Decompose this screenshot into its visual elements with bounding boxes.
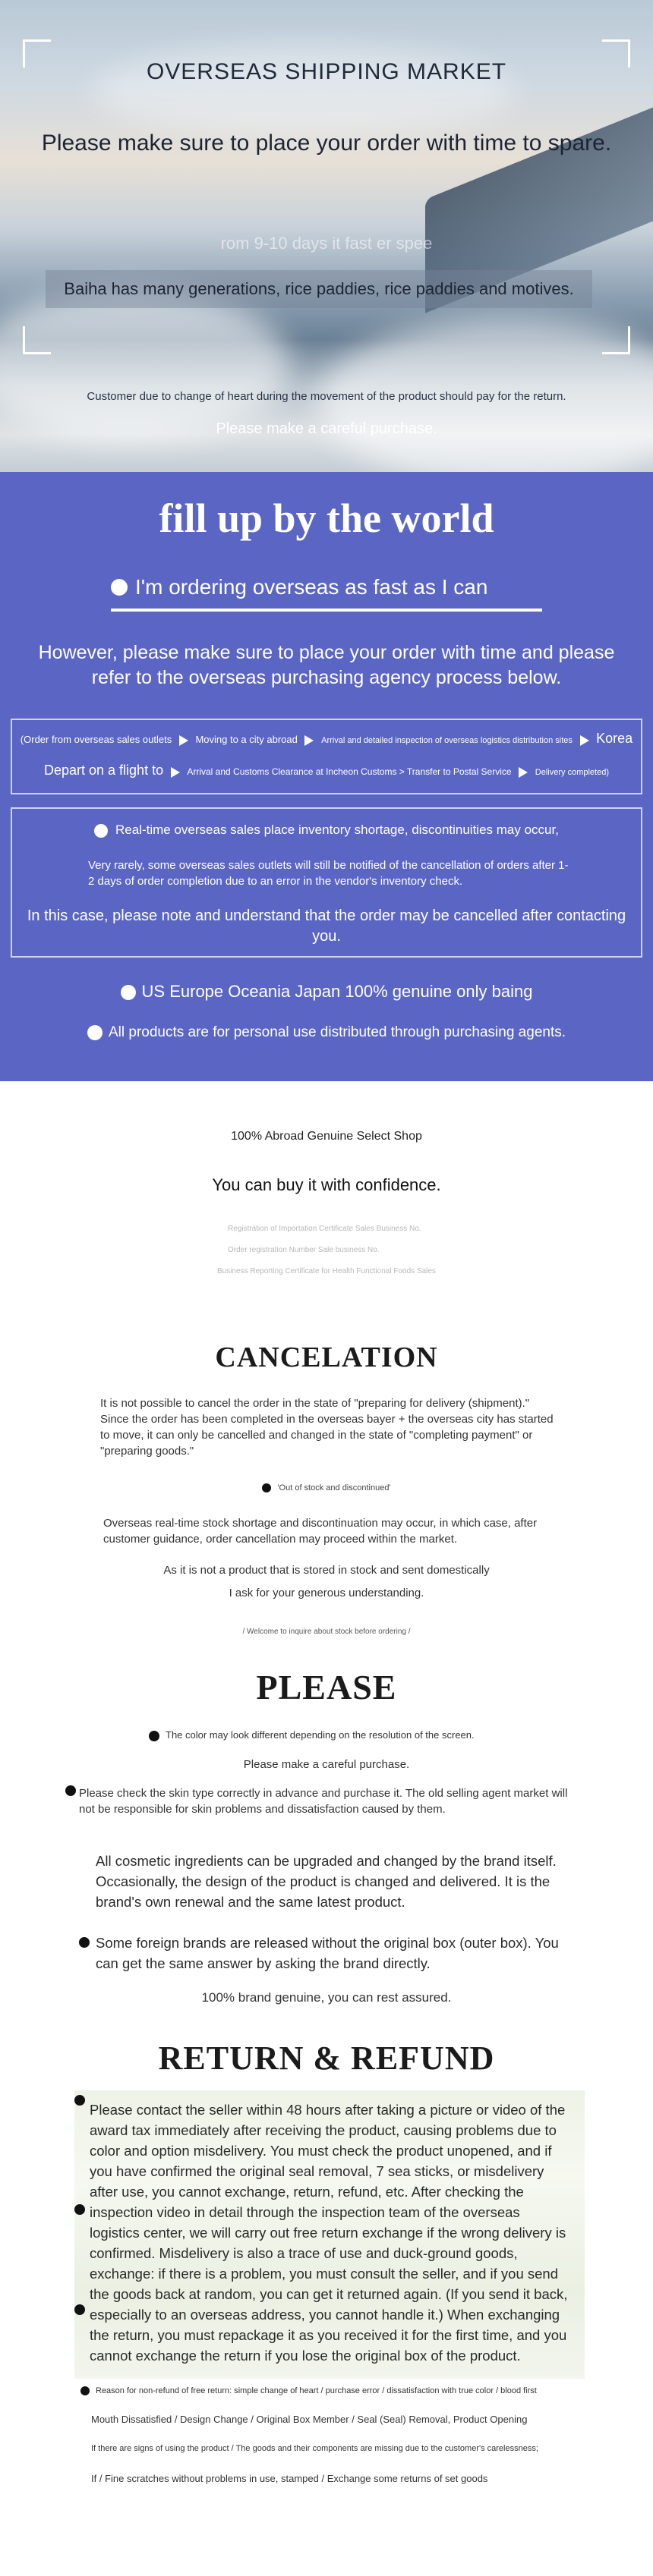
flow-step: Delivery completed) (535, 768, 609, 777)
cancelation-heading: CANCELATION (215, 1341, 438, 1373)
refund-note: If there are signs of using the product / The goods and their components are missing due to the customer's carelessness; (91, 2444, 538, 2453)
faint-info: Registration of Importation Certificate Sales Business No. (228, 1225, 421, 1233)
hero-band (46, 270, 592, 308)
hero-subtitle: Please make sure to place your order with time to spare. (41, 131, 612, 156)
personal-use-bullet (0, 1024, 653, 1041)
careful-text: Please make a careful purchase. (243, 1758, 410, 1771)
frame-corner (23, 326, 51, 354)
hero-band-text: Baiha has many generations, rice paddies, rice paddies and motives. (64, 279, 574, 298)
bullet-dot-icon (74, 2204, 85, 2215)
cancel-line: I ask for your generous understanding. (229, 1587, 424, 1599)
policy-section (0, 1081, 653, 2576)
arrow-right-icon (304, 735, 314, 746)
confidence-text: You can buy it with confidence. (212, 1175, 441, 1194)
cancel-small-note: / Welcome to inquire about stock before ordering / (242, 1628, 411, 1636)
cloud-shape (0, 288, 289, 440)
bullet-dot-icon (149, 1731, 159, 1741)
bar-text: I'm ordering overseas as fast as I can (135, 575, 488, 599)
bullet-dot-icon (111, 579, 128, 596)
bullet-text: Some foreign brands are released without the original box (outer box). You can get the same answer by asking the brand directly. (96, 1935, 559, 1971)
please-heading: PLEASE (256, 1668, 397, 1706)
flow-step: Moving to a city abroad (195, 734, 298, 745)
please-bullet (79, 1933, 562, 1974)
hero-faint-text: rom 9-10 days it fast er spee (220, 234, 433, 253)
flow-step: Korea (596, 731, 633, 746)
faint-info: Order registration Number Sale business No. (228, 1246, 380, 1254)
bullet-dot-icon (74, 2304, 85, 2315)
hero-banner (0, 0, 653, 472)
hero-notice: Customer due to change of heart during the movement of the product should pay for the return. (87, 390, 566, 403)
notice-emphasis: In this case, please note and understand that the order may be cancelled after contacting you. (27, 907, 626, 945)
cancel-tag (0, 1483, 653, 1492)
cancel-stock-paragraph: Overseas real-time stock shortage and discontinuation may occur, in which case, after customer guidance, order cancellation may proceed within the market. (103, 1517, 538, 1546)
bullet-text: US Europe Oceania Japan 100% genuine only baing (141, 982, 533, 1001)
please-bullet (67, 1785, 568, 1817)
notice-detail: Very rarely, some overseas sales outlets will still be notified of the cancellation of orders after 1-2 days of order completion due to an error in the vendor's inventory check. (88, 859, 569, 888)
process-section (0, 472, 653, 1081)
refund-body: Please contact the seller within 48 hours after taking a picture or video of the award tax immediately after receiving the product, causing problems due to color and option misdelivery. You must check the product unopened, and if you have confirmed the original seal removal, 7 sea sticks, or misdelivery after use, you cannot exchange, return, refund, etc. After checking the inspection video in detail through the inspection team of the overseas logistics center, we will carry out free return exchange if the wrong delivery is confirmed. Misdelivery is also a trace of use and duck-ground goods, exchange: if there is a problem, you must consult the seller, and if you send the goods back at random, you can get it returned again. (If you send it back, especially to an overseas address, you cannot handle it.) When exchanging the return, you must repackage it as you received it for the first time, and you cannot exchange the return if you lose the original box of the product. (90, 2102, 568, 2364)
bullet-dot-icon (262, 1483, 271, 1492)
bullet-dot-icon (80, 2386, 90, 2395)
cancel-paragraph: It is not possible to cancel the order in the state of "preparing for delivery (shipment)." Since the order has been completed in the overseas bayer + the overseas city has started to move, it can only be cancelled and changed in the state of "completing payment" or "preparing goods." (100, 1397, 554, 1458)
please-bullet (149, 1729, 544, 1741)
flow-row (12, 763, 641, 778)
bullet-dot-icon (74, 2095, 85, 2106)
bullet-dot-icon (79, 1937, 90, 1948)
refund-note: If / Fine scratches without problems in use, stamped / Exchange some returns of set goods (91, 2473, 488, 2484)
refund-note (80, 2386, 574, 2395)
bullet-text: Please check the skin type correctly in advance and purchase it. The old selling agent market will not be responsible for skin problems and dissatisfaction caused by them. (79, 1787, 568, 1816)
notice-box (11, 807, 642, 958)
genuine-bullet (0, 982, 653, 1002)
section-headline: fill up by the world (159, 495, 494, 541)
cancel-line: As it is not a product that is stored in stock and sent domestically (163, 1564, 490, 1577)
refund-heading: RETURN & REFUND (158, 2040, 495, 2077)
flow-step: (Order from overseas sales outlets (20, 734, 172, 745)
please-bullet: All cosmetic ingredients can be upgraded and changed by the brand itself. Occasionally, the design of the product is changed and delivered. It is the brand's own renewal and the same latest product. (96, 1853, 557, 1910)
bullet-text: The color may look different depending on the resolution of the screen. (166, 1729, 475, 1741)
page-title: OVERSEAS SHIPPING MARKET (146, 59, 507, 84)
tag-text: 'Out of stock and discontinued' (277, 1483, 391, 1492)
notice-text: Real-time overseas sales place inventory shortage, discontinuities may occur, (115, 822, 559, 837)
flow-row (12, 731, 641, 747)
bullet-text: All products are for personal use distributed through purchasing agents. (108, 1024, 566, 1040)
arrow-right-icon (171, 767, 180, 778)
bullet-dot-icon (94, 824, 108, 838)
process-flow-box (11, 719, 642, 794)
faint-info: Business Reporting Certificate for Health Functional Foods Sales (217, 1267, 436, 1275)
notice-line (12, 822, 641, 838)
arrow-right-icon (519, 767, 528, 778)
hero-purchase-note: Please make a careful purchase. (216, 420, 437, 437)
shop-label: 100% Abroad Genuine Select Shop (231, 1130, 422, 1143)
bullet-dot-icon (87, 1025, 103, 1040)
section-description: However, please make sure to place your order with time and please refer to the overseas purchasing agency process below. (38, 642, 615, 688)
frame-corner (602, 326, 630, 354)
bullet-dot-icon (121, 985, 136, 1000)
refund-note: Mouth Dissatisfied / Design Change / Original Box Member / Seal (Seal) Removal, Product Opening (91, 2414, 528, 2425)
note-text: Reason for non-refund of free return: simple change of heart / purchase error / dissatisfaction with true color / blood first (96, 2386, 537, 2395)
flow-step: Arrival and Customs Clearance at Incheon Customs > Transfer to Postal Service (187, 766, 512, 777)
arrow-right-icon (179, 735, 188, 746)
bullet-dot-icon (65, 1785, 76, 1796)
arrow-right-icon (580, 735, 589, 746)
headline-bar (111, 575, 542, 612)
flow-step: Arrival and detailed inspection of overseas logistics distribution sites (321, 736, 573, 745)
flow-step: Depart on a flight to (43, 763, 164, 778)
rest-assured-text: 100% brand genuine, you can rest assured. (201, 1990, 452, 2005)
